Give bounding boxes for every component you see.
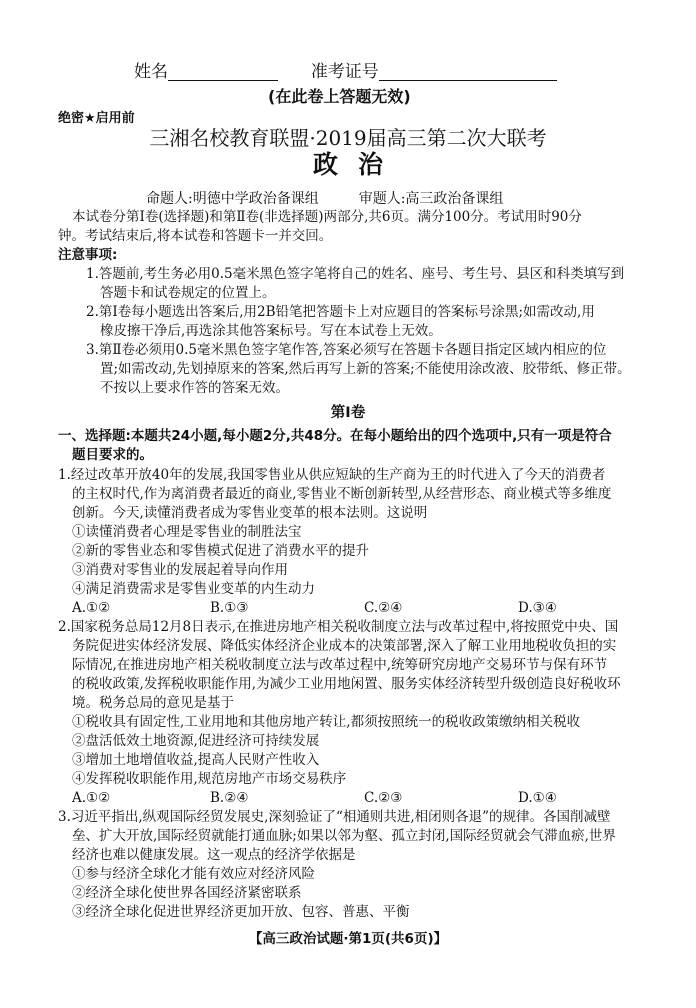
q2-stem: 的税收政策,发挥税收职能作用,为减少工业用地闲置、服务实体经济转型升级创造良好税收环 bbox=[72, 676, 621, 692]
part-title: 第Ⅰ卷 bbox=[330, 405, 366, 421]
q3-item: ①参与经济全球化才能有效应对经济风险 bbox=[72, 866, 315, 882]
subject-title: 政治 bbox=[312, 150, 403, 179]
intro-line: 钟。考试结束后,将本试卷和答题卡一并交回。 bbox=[58, 228, 333, 244]
q2-item: ②盘活低效土地资源,促进经济可持续发展 bbox=[72, 733, 320, 749]
note-line: 置;如需改动,先划掉原来的答案,然后再写上新的答案;不能使用涂改液、胶带纸、修正带。 bbox=[100, 361, 631, 377]
q1-option-c[interactable]: C.②④ bbox=[364, 600, 403, 616]
q2-stem: 2.国家税务总局12月8日表示,在推进房地产相关税收制度立法与改革过程中,将按照党中央、国 bbox=[58, 619, 619, 635]
q3-item: ③经济全球化促进世界经济更加开放、包容、普惠、平衡 bbox=[72, 904, 410, 920]
q2-option-c[interactable]: C.②③ bbox=[364, 790, 403, 806]
q1-stem: 的主权时代,作为离消费者最近的商业,零售业不断创新转型,从经营形态、商业模式等多维度 bbox=[72, 486, 612, 502]
q2-stem: 际情况,在推进房地产相关税收制度立法与改革过程中,统筹研究房地产交易环节与保有环节 bbox=[72, 657, 608, 673]
q2-option-b[interactable]: B.②④ bbox=[210, 790, 249, 806]
q2-item: ①税收具有固定性,工业用地和其他房地产转让,都须按照统一的税收政策缴纳相关税收 bbox=[72, 714, 581, 730]
exam-title: 三湘名校教育联盟·2019届高三第二次大联考 bbox=[149, 126, 547, 150]
q3-stem: 经济也难以健康发展。这一观点的经济学依据是 bbox=[72, 847, 356, 863]
setter: 命题人:明德中学政治备课组 bbox=[146, 191, 319, 207]
note-line: 1.答题前,考生务必用0.5毫米黑色签字笔将自己的姓名、座号、考生号、县区和科类填写到 bbox=[86, 266, 625, 282]
candidate-info-line bbox=[134, 62, 557, 81]
q1-option-a[interactable]: A.①② bbox=[72, 600, 111, 616]
q2-item: ③增加土地增值收益,提高人民财产性收入 bbox=[72, 752, 320, 768]
name-field[interactable] bbox=[168, 62, 278, 81]
exam-id-label: 准考证号 bbox=[310, 62, 379, 82]
note-line: 橡皮擦干净后,再选涂其他答案标号。写在本试卷上无效。 bbox=[100, 323, 442, 339]
page-footer: 【高三政治试题·第1页(共6页)】 bbox=[248, 931, 448, 947]
q1-stem: 1.经过改革开放40年的发展,我国零售业从供应短缺的生产商为王的时代进入了今天的消费者 bbox=[58, 467, 606, 483]
intro-line: 本试卷分第Ⅰ卷(选择题)和第Ⅱ卷(非选择题)两部分,共6页。满分100分。考试用时90分 bbox=[72, 209, 582, 225]
secret-mark: 绝密★启用前 bbox=[58, 111, 135, 126]
q3-stem: 垒、扩大开放,国际经贸就能打通血脉;如果以邻为壑、孤立封闭,国际经贸就会气滞血瘀,世界 bbox=[72, 828, 616, 844]
q2-stem: 境。税务总局的意见是基于 bbox=[72, 695, 234, 711]
q1-item: ②新的零售业态和零售模式促进了消费水平的提升 bbox=[72, 543, 369, 559]
q1-option-d[interactable]: D.③④ bbox=[518, 600, 557, 616]
q1-item: ④满足消费需求是零售业变革的内生动力 bbox=[72, 581, 315, 597]
answer-invalid-notice: (在此卷上答题无效) bbox=[268, 87, 411, 106]
section-heading: 一、选择题:本题共24小题,每小题2分,共48分。在每小题给出的四个选项中,只有一项是符合 bbox=[58, 428, 612, 444]
q2-option-d[interactable]: D.①④ bbox=[518, 790, 557, 806]
q1-stem: 创新。今天,读懂消费者成为零售业变革的根本法则。这说明 bbox=[72, 505, 428, 521]
note-line: 2.第Ⅰ卷每小题选出答案后,用2B铅笔把答题卡上对应题目的答案标号涂黑;如需改动,用 bbox=[86, 304, 595, 320]
q3-item: ②经济全球化使世界各国经济紧密联系 bbox=[72, 885, 302, 901]
q3-stem: 3.习近平指出,纵观国际经贸发展史,深刻验证了“相通则共进,相闭则各退”的规律。各国削减壁 bbox=[58, 809, 611, 825]
q1-item: ③消费对零售业的发展起着导向作用 bbox=[72, 562, 288, 578]
exam-id-field[interactable] bbox=[379, 62, 557, 81]
q1-option-b[interactable]: B.①③ bbox=[210, 600, 249, 616]
note-line: 3.第Ⅱ卷必须用0.5毫米黑色签字笔作答,答案必须写在答题卡各题目指定区域内相应的位 bbox=[86, 342, 607, 358]
authors-line bbox=[146, 190, 503, 208]
notes-heading: 注意事项: bbox=[58, 247, 118, 263]
section-heading: 题目要求的。 bbox=[72, 447, 153, 463]
q2-stem: 务院促进实体经济发展、降低实体经济企业成本的决策部署,深入了解工业用地税收负担的实 bbox=[72, 638, 617, 654]
reviewer: 审题人:高三政治备课组 bbox=[358, 191, 504, 207]
note-line: 不按以上要求作答的答案无效。 bbox=[100, 380, 289, 396]
q1-item: ①读懂消费者心理是零售业的制胜法宝 bbox=[72, 524, 302, 540]
note-line: 答题卡和试卷规定的位置上。 bbox=[100, 285, 276, 301]
q2-item: ④发挥税收职能作用,规范房地产市场交易秩序 bbox=[72, 771, 347, 787]
q2-option-a[interactable]: A.①② bbox=[72, 790, 111, 806]
name-label: 姓名 bbox=[134, 62, 168, 82]
